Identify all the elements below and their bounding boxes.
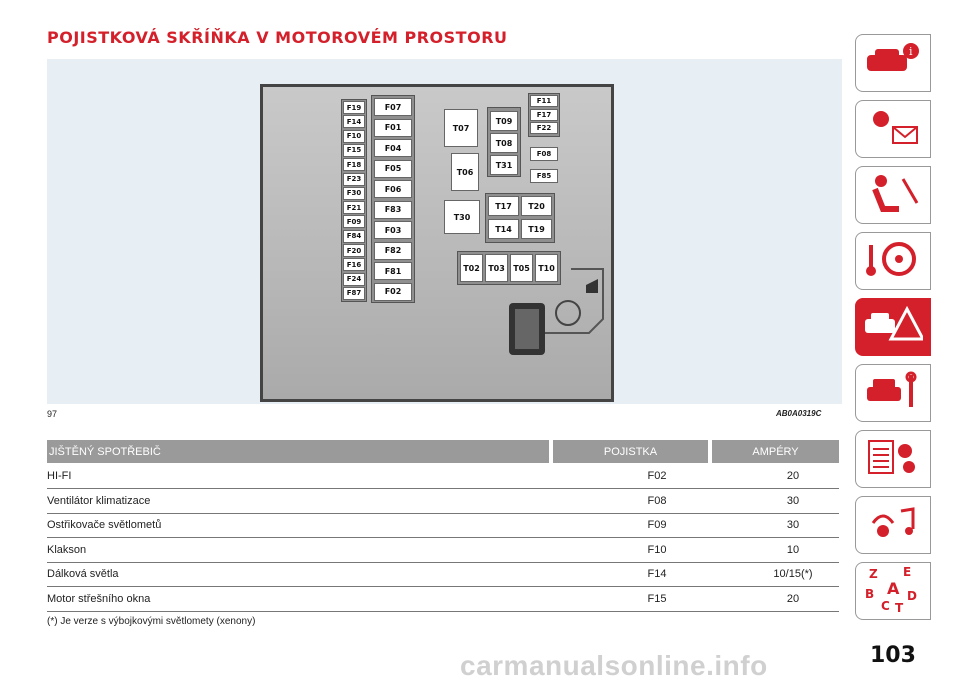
header-consumer-label: JIŠTĚNÝ SPOTŘEBIČ (49, 445, 161, 458)
fuse-f02: F02 (374, 283, 412, 301)
fuse-f20: F20 (343, 244, 365, 257)
cell-amps: 20 (786, 592, 800, 605)
table-row (47, 464, 839, 489)
relay-t08: T08 (490, 133, 518, 153)
fuse-f23: F23 (343, 173, 365, 186)
cell-amps: 20 (786, 470, 800, 482)
fuse-f19: F19 (343, 101, 365, 114)
header-fuse (553, 440, 708, 463)
chapter-tab-1[interactable] (855, 34, 931, 92)
svg-text:D: D (907, 588, 917, 603)
cell-fuse: F08 (647, 494, 667, 507)
table-row (47, 489, 839, 514)
multimedia-icon (863, 503, 923, 548)
page-title: POJISTKOVÁ SKŘÍŇKA V MOTOROVÉM PROSTORU (47, 28, 508, 47)
cell-consumer: Dálková světla (47, 568, 119, 580)
fuse-f81: F81 (374, 262, 412, 280)
fuse-f06: F06 (374, 180, 412, 198)
cell-consumer: Ventilátor klimatizace (47, 494, 151, 507)
cell-consumer: Motor střešního okna (47, 592, 151, 605)
fuse-f83: F83 (374, 201, 412, 219)
fuse-f87: F87 (343, 287, 365, 300)
relay-t30: T30 (444, 200, 480, 234)
cell-fuse: F09 (647, 519, 667, 531)
breakdown-icon (863, 305, 923, 350)
relay-t06: T06 (451, 153, 479, 191)
cell-amps: 10 (786, 543, 800, 556)
fuse-f09: F09 (343, 215, 365, 228)
fuse-f17: F17 (530, 109, 558, 121)
relay-t20: T20 (521, 196, 552, 216)
table-row (47, 562, 839, 587)
cell-fuse: F15 (647, 592, 667, 605)
header-amps-label: AMPÉRY (752, 445, 799, 458)
chapter-tab-9[interactable] (855, 562, 931, 620)
fuse-f21: F21 (343, 201, 365, 214)
fuse-f16: F16 (343, 258, 365, 271)
fuse-f04: F04 (374, 139, 412, 157)
fuse-f84: F84 (343, 230, 365, 243)
cell-consumer: HI-FI (47, 470, 72, 482)
watermark-text: carmanualsonline.info (460, 650, 768, 681)
fuse-f07: F07 (374, 98, 412, 116)
table-row (47, 513, 839, 538)
fuse-f08: F08 (530, 147, 558, 161)
relay-t14: T14 (488, 219, 519, 239)
chapter-tab-6[interactable] (855, 364, 931, 422)
svg-text:B: B (865, 586, 875, 601)
car-info-icon (863, 41, 923, 86)
fuse-f15: F15 (343, 144, 365, 157)
svg-text:E: E (903, 564, 912, 579)
fuse-f11: F11 (530, 95, 558, 107)
car-maintenance-icon (863, 371, 923, 416)
cell-amps: 10/15(*) (773, 568, 813, 580)
header-fuse-label: POJISTKA (603, 445, 658, 458)
fuse-f05: F05 (374, 160, 412, 178)
table-row (47, 587, 839, 612)
relay-t09: T09 (490, 111, 518, 131)
specs-gears-icon (863, 437, 923, 482)
relay-t03: T03 (485, 254, 508, 282)
chapter-tab-7[interactable] (855, 430, 931, 488)
cell-fuse: F02 (647, 470, 667, 482)
fuse-f03: F03 (374, 221, 412, 239)
svg-text:A: A (887, 578, 900, 598)
svg-text:Z: Z (869, 566, 878, 581)
steering-wheel-icon (863, 239, 923, 284)
relay-t19: T19 (521, 219, 552, 239)
chapter-tab-8[interactable] (855, 496, 931, 554)
relay-t07: T07 (444, 109, 478, 147)
fuse-f24: F24 (343, 273, 365, 286)
cell-amps: 30 (786, 519, 800, 531)
seat-airbag-icon (863, 173, 923, 218)
relay-t02: T02 (460, 254, 483, 282)
relay-t31: T31 (490, 155, 518, 175)
cell-amps: 30 (786, 494, 800, 507)
svg-text:i: i (909, 44, 913, 58)
relay-t10: T10 (535, 254, 558, 282)
chapter-tab-3[interactable] (855, 166, 931, 224)
header-consumer (47, 440, 549, 463)
fuse-f22: F22 (530, 122, 558, 134)
fuse-f01: F01 (374, 119, 412, 137)
figure-code: AB0A0319C (776, 409, 822, 418)
relay-t17: T17 (488, 196, 519, 216)
figure-number: 97 (47, 409, 58, 419)
fuse-f30: F30 (343, 187, 365, 200)
table-row (47, 538, 839, 563)
alphabetical-index-icon (863, 564, 923, 619)
connector-illustration (503, 263, 613, 363)
svg-text:C: C (881, 598, 890, 613)
fuse-f85: F85 (530, 169, 558, 183)
fuse-box-panel (260, 84, 614, 402)
cell-consumer: Klakson (47, 543, 87, 556)
svg-text:T: T (895, 600, 904, 614)
fuse-f10: F10 (343, 130, 365, 143)
chapter-tab-4[interactable] (855, 232, 931, 290)
page-number: 103 (870, 643, 916, 668)
cell-fuse: F14 (647, 568, 667, 580)
chapter-tab-2[interactable] (855, 100, 931, 158)
warning-lights-icon (863, 107, 923, 152)
chapter-tab-5[interactable] (855, 298, 931, 356)
fuse-f14: F14 (343, 115, 365, 128)
header-amps (712, 440, 839, 463)
cell-consumer: Ostřikovače světlometů (47, 519, 162, 531)
cell-fuse: F10 (647, 543, 667, 556)
fuse-f82: F82 (374, 242, 412, 260)
relay-t05: T05 (510, 254, 533, 282)
fuse-f18: F18 (343, 158, 365, 171)
footnote: (*) Je verze s výbojkovými světlomety (xenony) (47, 616, 256, 627)
